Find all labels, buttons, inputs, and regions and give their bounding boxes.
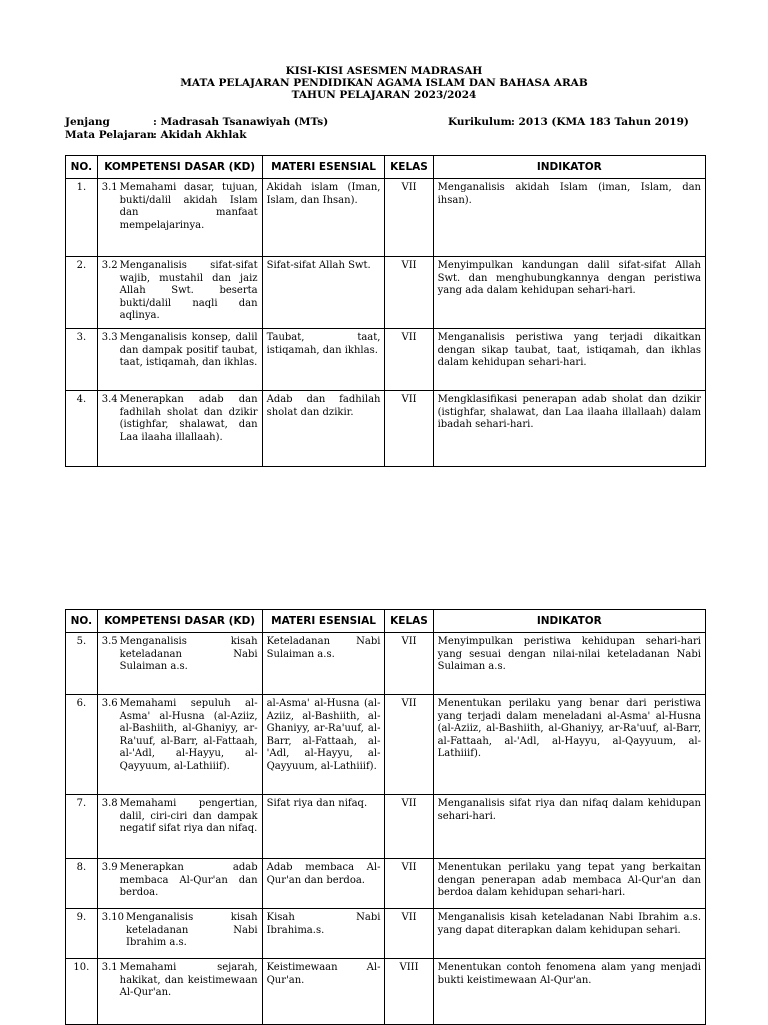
- row-materi: Keistimewaan Al-Qur'an.: [262, 959, 385, 1025]
- row-indikator: Menganalisis sifat riya dan nifaq dalam kehidupan sehari-hari.: [433, 795, 705, 859]
- row-kd-num: 3.10: [101, 912, 124, 923]
- table-row: [66, 795, 706, 859]
- row-kd-text: Menerapkan adab membaca Al-Qur'an dan berdoa.: [119, 862, 258, 898]
- meta-mapel-label: Mata Pelajaran: [65, 129, 155, 141]
- meta-kurikulum-label: Kurikulum: [448, 116, 512, 128]
- row-kd-text: Menganalisis kisah keteladanan Nabi Sulaiman a.s.: [119, 636, 258, 672]
- row-kelas: VII: [385, 695, 433, 795]
- col-no: NO.: [66, 156, 98, 179]
- row-kd-text: Menerapkan adab dan fadhilah sholat dan dzikir (istighfar, shalawat, dan Laa ilaaha illallaah).: [119, 394, 258, 443]
- table-row: [66, 959, 706, 1025]
- col-materi: MATERI ESENSIAL: [262, 156, 385, 179]
- row-materi: Sifat-sifat Allah Swt.: [262, 257, 385, 329]
- row-materi: Akidah islam (Iman, Islam, dan Ihsan).: [262, 179, 385, 257]
- meta-mapel-value: : Akidah Akhlak: [153, 129, 247, 141]
- row-kelas: VII: [385, 633, 433, 695]
- table-row: [66, 329, 706, 391]
- meta-jenjang: [65, 116, 328, 129]
- row-materi: Taubat, taat, istiqamah, dan ikhlas.: [262, 329, 385, 391]
- row-kd-num: 3.4: [101, 394, 118, 405]
- row-kelas: VII: [385, 859, 433, 909]
- table-2-body: [66, 633, 706, 1025]
- kisi-table-2: [65, 609, 706, 1025]
- row-materi: Kisah Nabi Ibrahima.s.: [262, 909, 385, 959]
- row-kd-num: 3.8: [101, 798, 118, 809]
- table-row: [66, 859, 706, 909]
- row-indikator: Menentukan contoh fenomena alam yang menjadi bukti keistimewaan Al-Qur'an.: [433, 959, 705, 1025]
- row-no: 5.: [66, 633, 98, 695]
- row-indikator: Menganalisis akidah Islam (iman, Islam, dan ihsan).: [433, 179, 705, 257]
- meta-kurikulum-value: : 2013 (KMA 183 Tahun 2019): [511, 116, 689, 128]
- table-row: [66, 633, 706, 695]
- row-kelas: VII: [385, 909, 433, 959]
- meta-mapel: [65, 129, 247, 142]
- row-kd-num: 3.9: [101, 862, 118, 873]
- meta-kurikulum: [448, 116, 689, 129]
- row-kd-num: 3.3: [101, 332, 118, 343]
- row-kd: [97, 909, 262, 959]
- row-kelas: VIII: [385, 959, 433, 1025]
- meta-jenjang-label: Jenjang: [65, 116, 110, 128]
- row-no: 10.: [66, 959, 98, 1025]
- table-row: [66, 695, 706, 795]
- row-kd: [97, 257, 262, 329]
- row-no: 8.: [66, 859, 98, 909]
- table-1-body: [66, 179, 706, 467]
- table-header-row: [66, 156, 706, 179]
- row-no: 1.: [66, 179, 98, 257]
- row-indikator: Menyimpulkan peristiwa kehidupan sehari-hari yang sesuai dengan nilai-nilai keteladanan Nabi Sulaiman a.s.: [433, 633, 705, 695]
- row-kelas: VII: [385, 795, 433, 859]
- row-kd-text: Menganalisis sifat-sifat wajib, mustahil dan jaiz Allah Swt. beserta bukti/dalil naqli dan aqlinya.: [119, 260, 258, 321]
- row-no: 3.: [66, 329, 98, 391]
- row-kd: [97, 179, 262, 257]
- row-kelas: VII: [385, 257, 433, 329]
- table-header-row: [66, 610, 706, 633]
- row-indikator: Menganalisis kisah keteladanan Nabi Ibrahim a.s. yang dapat diterapkan dalam kehidupan sehari.: [433, 909, 705, 959]
- row-kd-num: 3.6: [101, 698, 118, 709]
- row-materi: Adab membaca Al-Qur'an dan berdoa.: [262, 859, 385, 909]
- row-kd-text: Menganalisis konsep, dalil dan dampak positif taubat, taat, istiqamah, dan ikhlas.: [119, 332, 258, 368]
- row-materi: Sifat riya dan nifaq.: [262, 795, 385, 859]
- kisi-table-1: [65, 155, 706, 467]
- col-kelas: KELAS: [385, 156, 433, 179]
- col-materi: MATERI ESENSIAL: [262, 610, 385, 633]
- col-kd: KOMPETENSI DASAR (KD): [97, 610, 262, 633]
- col-no: NO.: [66, 610, 98, 633]
- row-indikator: Menganalisis peristiwa yang terjadi dikaitkan dengan sikap taubat, taat, istiqamah, dan ikhlas dalam kehidupan sehari-hari.: [433, 329, 705, 391]
- row-indikator: Menyimpulkan kandungan dalil sifat-sifat Allah Swt. dan menghubungkannya dengan peristiwa yang ada dalam kehidupan sehari-hari.: [433, 257, 705, 329]
- row-kd-text: Memahami pengertian, dalil, ciri-ciri dan dampak negatif sifat riya dan nifaq.: [119, 798, 258, 834]
- col-indikator: INDIKATOR: [433, 610, 705, 633]
- row-kd-num: 3.1: [101, 962, 118, 973]
- row-kd: [97, 633, 262, 695]
- row-kd-text: Memahami sepuluh al-Asma' al-Husna (al-Aziiz, al-Bashiith, al-Ghaniyy, ar-Ra'uuf, al-Barr, al-Fattaah, al-'Adl, al-Hayyu, al-Qayyuum, al-Lathiiif).: [119, 698, 258, 772]
- row-kd: [97, 795, 262, 859]
- row-no: 2.: [66, 257, 98, 329]
- doc-subtitle: MATA PELAJARAN PENDIDIKAN AGAMA ISLAM DAN BAHASA ARAB: [180, 77, 588, 89]
- row-kd: [97, 329, 262, 391]
- row-materi: Keteladanan Nabi Sulaiman a.s.: [262, 633, 385, 695]
- row-no: 4.: [66, 391, 98, 467]
- doc-year: TAHUN PELAJARAN 2023/2024: [291, 89, 477, 101]
- row-kd-num: 3.1: [101, 182, 118, 193]
- row-no: 6.: [66, 695, 98, 795]
- row-kd-text: Memahami dasar, tujuan, bukti/dalil akidah Islam dan manfaat mempelajarinya.: [119, 182, 258, 231]
- row-no: 7.: [66, 795, 98, 859]
- row-kd: [97, 959, 262, 1025]
- col-kd: KOMPETENSI DASAR (KD): [97, 156, 262, 179]
- table-row: [66, 179, 706, 257]
- row-kelas: VII: [385, 329, 433, 391]
- row-kelas: VII: [385, 391, 433, 467]
- row-indikator: Menentukan perilaku yang tepat yang berkaitan dengan penerapan adab membaca Al-Qur'an dan berdoa dalam kehidupan sehari-hari.: [433, 859, 705, 909]
- row-kd: [97, 695, 262, 795]
- row-indikator: Menentukan perilaku yang benar dari peristiwa yang terjadi dalam meneladani al-Asma' al-Husna (al-Aziiz, al-Bashiith, al-Ghaniyy, ar-Ra'uuf, al-Barr, al-Fattaah, al-'Adl, al-Hayyu, al-Qayyuum, al-Lathiiif).: [433, 695, 705, 795]
- row-kd: [97, 859, 262, 909]
- row-kd-text: Menganalisis kisah keteladanan Nabi Ibrahim a.s.: [126, 912, 258, 948]
- row-materi: Adab dan fadhilah sholat dan dzikir.: [262, 391, 385, 467]
- table-row: [66, 391, 706, 467]
- doc-title: KISI-KISI ASESMEN MADRASAH: [285, 65, 483, 77]
- row-kd: [97, 391, 262, 467]
- table-row: [66, 909, 706, 959]
- meta-jenjang-value: : Madrasah Tsanawiyah (MTs): [153, 116, 329, 128]
- row-kd-num: 3.2: [101, 260, 118, 271]
- row-kd-text: Memahami sejarah, hakikat, dan keistimewaan Al-Qur'an.: [119, 962, 258, 998]
- row-materi: al-Asma' al-Husna (al-Aziiz, al-Bashiith, al-Ghaniyy, ar-Ra'uuf, al-Barr, al-Fattaah, al-'Adl, al-Hayyu, al-Qayyuum, al-Lathiiif).: [262, 695, 385, 795]
- row-no: 9.: [66, 909, 98, 959]
- row-kelas: VII: [385, 179, 433, 257]
- col-kelas: KELAS: [385, 610, 433, 633]
- table-row: [66, 257, 706, 329]
- col-indikator: INDIKATOR: [433, 156, 705, 179]
- row-kd-num: 3.5: [101, 636, 118, 647]
- row-indikator: Mengklasifikasi penerapan adab sholat dan dzikir (istighfar, shalawat, dan Laa ilaaha illallaah) dalam ibadah sehari-hari.: [433, 391, 705, 467]
